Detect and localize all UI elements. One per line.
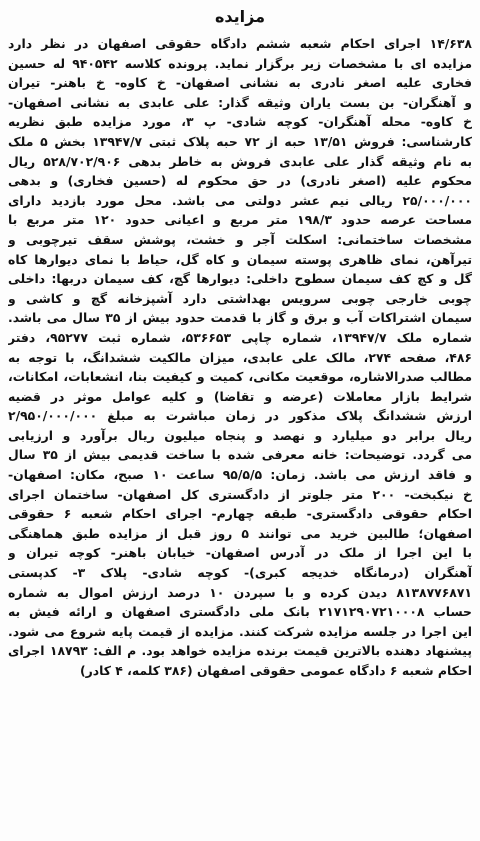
notice-line: پیشنهاد دهنده بالاترین قیمت برنده مزایده خواهد بود. م الف: ۱۸۷۹۳ اجرای [8,643,472,659]
notice-line: آهنگران (درمانگاه خدیجه کبری)- کوچه شادی- پلاک ۳- کدپستی [8,565,472,581]
notice-line: مزایده ای با مشخصات زیر برگزار نماید. پرونده کلاسه ۹۴۰۵۴۲ له حسین [8,55,472,71]
notice-line: ۲۵/۰۰۰/۰۰۰ ریالی نیم عشر دولتی می باشد. محل مورد بازدید دارای [8,192,472,208]
notice-line: احکام شعبه ۶ دادگاه عمومی حقوقی اصفهان (۳۸۶ کلمه، ۴ کادر) [79,663,472,678]
notice-line: فخاری علیه اصغر نادری به نشانی اصفهان- خ کاوه- خ باهنر- تیران [8,75,472,91]
notice-line: احکام حقوقی دادگستری- طبقه چهارم- اجرای احکام شعبه ۶ حقوقی [8,506,472,522]
notice-line: چوبی خارجی چوبی سرویس بهداشتی دارد آشپزخانه گچ و کاشی و [8,290,472,306]
notice-line: گل و کچ کف سیمان سطوح داخلی: دیوارها گچ، کف سیمان دربها: داخلی [8,271,472,287]
notice-body [8,34,472,681]
notice-line: شماره ملک ۱۳۹۴۷/۷، شماره چاپی ۵۳۶۶۵۳، شماره ثبت ۹۵۲۷۷، دفتر [8,329,472,345]
notice-line: به نام وثیقه گذار علی عابدی فروش به خاطر بدهی ۵۲۸/۷۰۲/۹۰۶ ریال [8,153,472,169]
notice-line: شرایط بازار معاملات (عرضه و تقاضا) و کلیه عوامل موثر در قضیه [8,388,472,404]
notice-line: محکوم علیه (اصغر نادری) در حق محکوم له (حسین فخاری) و بدهی [8,173,472,189]
notice-line: می گردد. توضیحات: خانه معرفی شده با ساخت قدیمی بیش از ۳۵ سال [8,447,472,463]
notice-line: ریال برابر دو میلیارد و نهصد و پنجاه میلیون ریال برآورد و ارزیابی [8,427,472,443]
notice-line: کارشناسی: فروش ۱۳/۵۱ حبه از ۷۲ حبه پلاک ثبتی ۱۳۹۴۷/۷ بخش ۵ ملک [8,133,472,149]
notice-line: با این اجرا از ملک در آدرس اصفهان- خیابان باهنر- کوچه تیران و [8,545,472,561]
notice-line: و آهنگران- بن بست یاران وثیقه گذار: علی عابدی به نشانی اصفهان- [8,94,472,110]
notice-line: این اجرا در جلسه مزایده شرکت کنند. مزایده از قیمت پایه شروع می شود. [8,623,472,639]
notice-line: ۸۱۳۸۷۷۶۸۷۱ دیدن کرده و با سپردن ۱۰ درصد ارزش اموال به شماره [8,584,472,600]
notice-line: خ نیکبخت- ۲۰۰ متر جلوتر از دادگستری کل اصفهان- ساختمان اجرای [8,486,472,502]
notice-line: ارزش ششدانگ پلاک مذکور در زمان مباشرت به مبلغ ۲/۹۵۰/۰۰۰/۰۰۰ [8,408,472,424]
notice-line: مطالب صدرالاشاره، موقعیت مکانی، کمیت و کیفیت بنا، انشعابات، امکانات، [8,369,472,385]
notice-line: مشخصات ساختمانی: اسکلت آجر و خشت، پوشش سقف تیرچوبی و [8,231,472,247]
notice-line: ۱۴/۶۳۸ اجرای احکام شعبه ششم دادگاه حقوقی اصفهان در نظر دارد [8,36,472,51]
notice-line: سیمان اشتراکات آب و برق و گاز با قدمت حدود بیش از ۳۵ سال می باشد. [8,310,472,326]
notice-line: و فاقد ارزش می باشد. زمان: ۹۵/۵/۵ ساعت ۱۰ صبح، مکان: اصفهان- [8,467,472,483]
notice-line: تیرآهن، نمای ظاهری پوسته سیمان و کاه گل، حیاط با نمای دیوارها کاه [8,251,472,267]
notice-line: خ کاوه- محله آهنگران- کوچه شادی- پ ۳، مورد مزایده طبق نظریه [8,114,472,130]
notice-title: مزایده [214,7,266,26]
notice-line: حساب ۲۱۷۱۲۹۰۷۲۱۰۰۰۸ بانک ملی دادگستری اصفهان و ارائه فیش به [8,604,472,620]
notice-line: مساحت عرصه حدود ۱۹۸/۳ متر مربع و اعیانی حدود ۱۲۰ متر مربع با [8,212,472,228]
notice-line: ۴۸۶، صفحه ۲۷۴، مالک علی عابدی، میزان مالکیت ششدانگ، با توجه به [8,349,472,365]
notice-line: اصفهان؛ طالبین خرید می توانند ۵ روز قبل از مزایده طبق هماهنگی [8,525,472,541]
